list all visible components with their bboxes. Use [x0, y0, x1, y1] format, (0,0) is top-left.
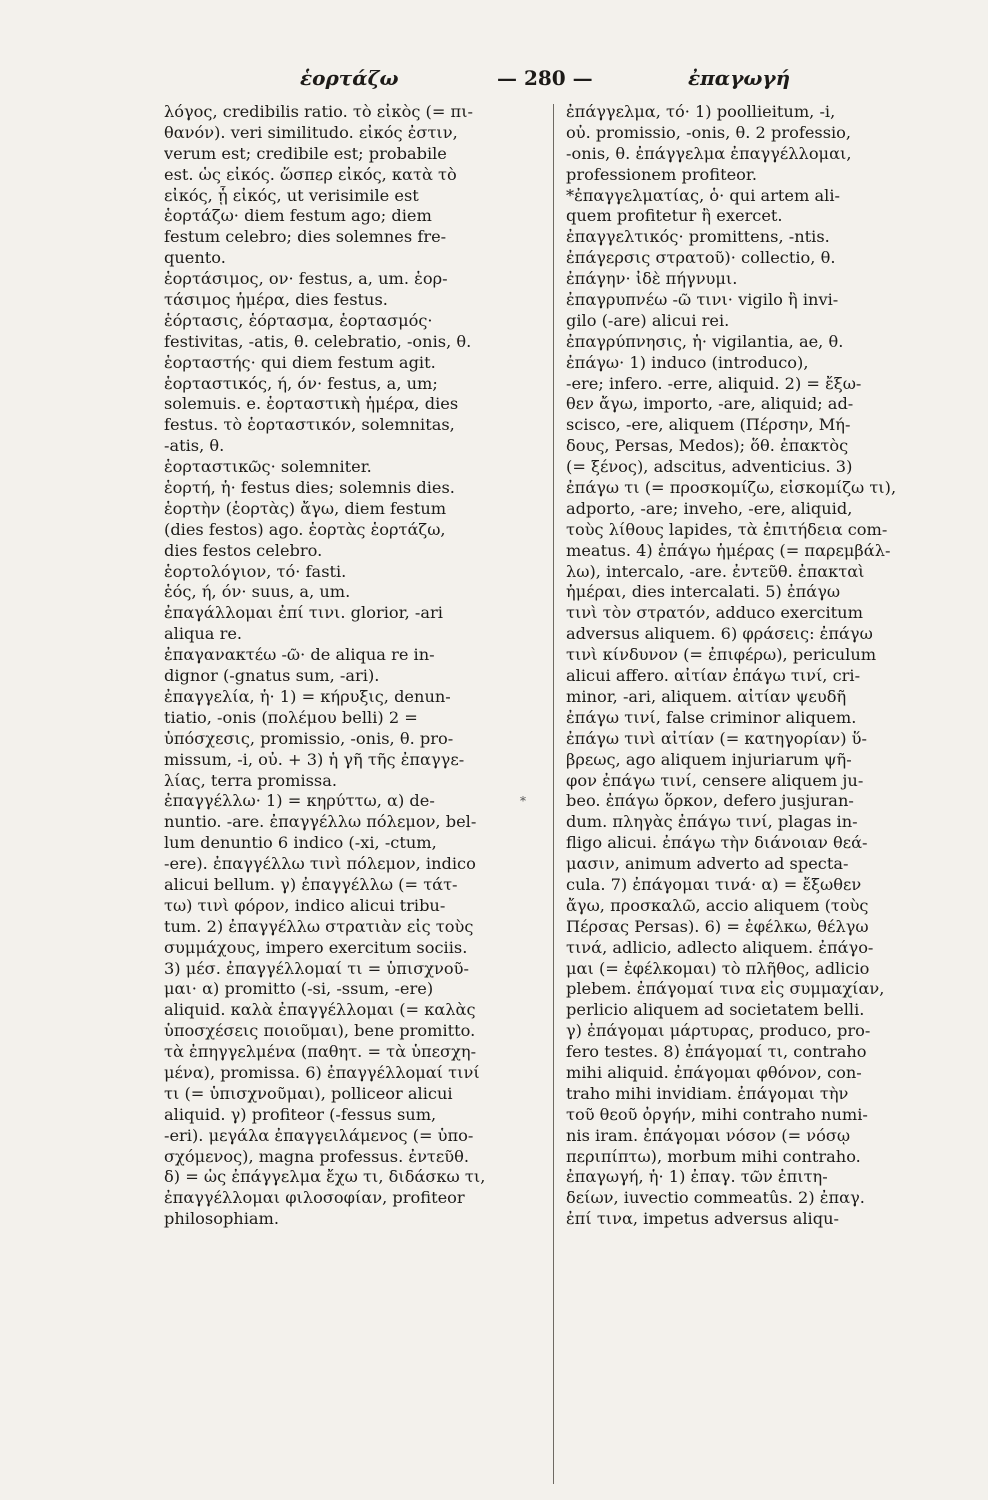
text-line: ἐπαγγέλλομαι φιλοσοφίαν, profiteor [164, 1188, 465, 1208]
text-line: ἐπαγγελτικός· promittens, -ntis. [566, 227, 830, 247]
text-line: ὑποσχέσεις ποιοῦμαι), bene promitto. [164, 1021, 476, 1041]
text-line: *ἐπαγγελματίας, ὁ· qui artem ali- [566, 185, 840, 205]
text-line: fero testes. 8) ἐπάγομαί τι, contraho [566, 1042, 867, 1062]
text-line: perlicio aliquem ad societatem belli. [566, 1000, 865, 1020]
text-line: περιπίπτω), morbum mihi contraho. [566, 1146, 861, 1166]
text-line: est. ὡς εἰκός. ὥσπερ εἰκός, κατὰ τὸ [164, 164, 457, 184]
text-line: ἐπάγγελμα, τό· 1) poollieitum, -i, [566, 102, 836, 121]
text-line: -eri). μεγάλα ἐπαγγειλάμενος (= ὑπο- [164, 1125, 474, 1145]
text-line: missum, -i, οὐ. + 3) ἡ γῆ τῆς ἐπαγγε- [164, 749, 465, 769]
text-line: σχόμενος), magna professus. ἐντεῦθ. [164, 1146, 470, 1166]
text-line: nuntio. -are. ἐπαγγέλλω πόλεμον, bel- [164, 812, 477, 832]
text-line: θανόν). veri similitudo. εἰκός ἐστιν, [164, 122, 458, 142]
text-line: τι (= ὑπισχνοῦμαι), polliceor alicui [164, 1083, 453, 1103]
text-line: ἐπί τινα, impetus adversus aliqu- [566, 1209, 839, 1229]
right-column [566, 102, 928, 1230]
text-line: οὐ. promissio, -onis, θ. 2 professio, [566, 122, 852, 142]
text-line: meatus. 4) ἐπάγω ἡμέρας (= παρεμβάλ- [566, 540, 891, 560]
text-line: solemuis. e. ἑορταστικὴ ἡμέρα, dies [164, 394, 459, 414]
text-line: quento. [164, 248, 226, 268]
text-line: ἑορτὴν (ἑορτὰς) ἄγω, diem festum [164, 498, 447, 518]
text-line: τινά, adlicio, adlecto aliquem. ἐπάγο- [566, 937, 874, 957]
text-line: professionem profiteor. [566, 164, 758, 184]
text-line: minor, -ari, aliquem. αἰτίαν ψευδῆ [566, 686, 847, 706]
text-line: ἐπάγω τινί, false criminor aliquem. [566, 707, 857, 727]
text-line: ἐπαγανακτέω -ῶ· de aliqua re in- [164, 645, 435, 665]
header-right-catchword: ἐπαγωγή [688, 66, 791, 90]
text-line: mihi aliquid. ἐπάγομαι φθόνον, con- [566, 1062, 862, 1082]
text-line: λόγος, credibilis ratio. τὸ εἰκὸς (= πι- [164, 102, 474, 121]
text-line: adporto, -are; inveho, -ere, aliquid, [566, 498, 853, 518]
text-line: dignor (-gnatus sum, -ari). [164, 666, 380, 686]
text-line: adversus aliquem. 6) φράσεις: ἐπάγω [566, 624, 873, 644]
text-line: ἑός, ή, όν· suus, a, um. [164, 582, 351, 602]
text-line: nis iram. ἐπάγομαι νόσον (= νόσῳ [566, 1125, 851, 1145]
text-line: festivitas, -atis, θ. celebratio, -onis, θ. [164, 331, 472, 351]
text-line: ἐπάγω τινὶ αἰτίαν (= κατηγορίαν) ὕ- [566, 728, 867, 748]
text-line: tiatio, -onis (πολέμου belli) 2 = [164, 707, 418, 727]
text-line: scisco, -ere, aliquem (Πέρσην, Μή- [566, 415, 851, 435]
text-line: δ) = ὡς ἐπάγγελμα ἔχω τι, διδάσκω τι, [164, 1167, 486, 1187]
text-line: λίας, terra promissa. [164, 770, 338, 790]
text-line: δους, Persas, Medos); ὅθ. ἐπακτὸς [566, 436, 849, 456]
text-line: festus. τὸ ἑορταστικόν, solemnitas, [164, 415, 455, 435]
text-line: ἑορταστής· qui diem festum agit. [164, 352, 436, 372]
text-line: τινὶ κίνδυνον (= ἐπιφέρω), periculum [566, 645, 877, 665]
text-line: tum. 2) ἐπαγγέλλω στρατιὰν εἰς τοὺς [164, 916, 474, 936]
text-line: verum est; credibile est; probabile [164, 143, 447, 163]
text-line: μένα), promissa. 6) ἐπαγγέλλομαί τινί [164, 1062, 480, 1082]
left-column [164, 102, 544, 1230]
text-line: aliqua re. [164, 624, 243, 644]
text-line: ἐπαγρυπνέω -ῶ τινι· vigilo ἢ invi- [566, 290, 839, 310]
text-line: fligo alicui. ἐπάγω τὴν διάνοιαν θεά- [566, 833, 868, 853]
column-divider [553, 104, 554, 1484]
text-line: ἐπαγωγή, ἡ· 1) ἐπαγ. τῶν ἐπιτη- [566, 1167, 828, 1187]
text-line: (dies festos) ago. ἑορτὰς ἑορτάζω, [164, 519, 446, 539]
text-line: ὑπόσχεσις, promissio, -onis, θ. pro- [164, 728, 454, 748]
text-line: alicui affero. αἰτίαν ἐπάγω τινί, cri- [566, 666, 861, 686]
text-line: -ere). ἐπαγγέλλω τινὶ πόλεμον, indico [164, 854, 476, 874]
text-line: ἐπάγερσις στρατοῦ)· collectio, θ. [566, 248, 836, 268]
text-line: ἐπάγην· ἰδὲ πήγνυμι. [566, 269, 738, 289]
text-line: ἑορταστικῶς· solemniter. [164, 457, 372, 477]
text-line: μασιν, animum adverto ad specta- [566, 854, 849, 874]
text-line: alicui bellum. γ) ἐπαγγέλλω (= τάτ- [164, 874, 458, 894]
text-line: τοῦ θεοῦ ὀργήν, mihi contraho numi- [566, 1104, 868, 1124]
text-line: ἐπαγγέλλω· 1) = κηρύττω, α) de- [164, 791, 435, 811]
text-line: βρεως, ago aliquem injuriarum ψῆ- [566, 749, 852, 769]
text-line: γ) ἐπάγομαι μάρτυρας, produco, pro- [566, 1021, 871, 1041]
text-line: τοὺς λίθους lapides, τὰ ἐπιτήδεια com- [566, 519, 888, 539]
text-line: cula. 7) ἐπάγομαι τινά· α) = ἔξωθεν [566, 874, 862, 894]
page-number: — 280 — [497, 66, 593, 90]
text-line: τὰ ἐπηγγελμένα (παθητ. = τὰ ὑπεσχη- [164, 1042, 477, 1062]
text-line: aliquid. καλὰ ἐπαγγέλλομαι (= καλὰς [164, 1000, 476, 1020]
text-line: ἐπάγω· 1) induco (introduco), [566, 352, 809, 372]
text-line: μαι· α) promitto (-si, -ssum, -ere) [164, 979, 434, 999]
text-line: τάσιμος ἡμέρα, dies festus. [164, 290, 388, 310]
text-line: 3) μέσ. ἐπαγγέλλομαί τι = ὑπισχνοῦ- [164, 958, 469, 978]
text-line: θεν ἄγω, importo, -are, aliquid; ad- [566, 394, 854, 414]
text-line: lum denuntio 6 indico (-xi, -ctum, [164, 833, 437, 853]
text-line: ἑορτάσιμος, ον· festus, a, um. ἑορ- [164, 269, 448, 289]
text-line: τινὶ τὸν στρατόν, adduco exercitum [566, 603, 863, 623]
text-line: (= ξένος), adscitus, adventicius. 3) [566, 457, 853, 477]
text-line: ἑορτή, ἡ· festus dies; solemnis dies. [164, 478, 455, 498]
text-line: ἄγω, προσκαλῶ, accio aliquem (τοὺς [566, 895, 869, 915]
text-line: festum celebro; dies solemnes fre- [164, 227, 447, 247]
text-line: ἑορτάζω· diem festum ago; diem [164, 206, 432, 226]
text-line: -atis, θ. [164, 436, 225, 456]
text-line: -ere; infero. -erre, aliquid. 2) = ἔξω- [566, 373, 862, 393]
text-line: εἰκός, ᾗ εἰκός, ut verisimile est [164, 185, 419, 205]
text-line: ἐπαγάλλομαι ἐπί τινι. glorior, -ari [164, 603, 443, 623]
text-line: beo. ἐπάγω ὅρκον, defero jusjuran- [566, 791, 854, 811]
text-line: ἑορταστικός, ή, όν· festus, a, um; [164, 373, 438, 393]
text-line: ἑόρτασις, ἑόρτασμα, ἑορτασμός· [164, 310, 433, 330]
text-line: λω), intercalo, -are. ἐντεῦθ. ἐπακταὶ [566, 561, 865, 581]
text-line: aliquid. γ) profiteor (-fessus sum, [164, 1104, 437, 1124]
text-line: Πέρσας Persas). 6) = ἐφέλκω, θέλγω [566, 916, 869, 936]
text-line: -onis, θ. ἐπάγγελμα ἐπαγγέλλομαι, [566, 143, 852, 163]
text-line: τω) τινὶ φόρον, indico alicui tribu- [164, 895, 446, 915]
text-line: ἐπαγγελία, ἡ· 1) = κήρυξις, denun- [164, 686, 451, 706]
text-line: traho mihi invidiam. ἐπάγομαι τὴν [566, 1083, 849, 1103]
text-line: dies festos celebro. [164, 540, 323, 560]
text-line: ἐπαγρύπνησις, ἡ· vigilantia, ae, θ. [566, 331, 844, 351]
text-line: gilo (-are) alicui rei. [566, 310, 730, 330]
text-line: δείων, iuvectio commeatûs. 2) ἐπαγ. [566, 1188, 865, 1208]
text-line: philosophiam. [164, 1209, 280, 1229]
page-header [0, 66, 988, 106]
text-line: quem profitetur ἢ exercet. [566, 206, 783, 226]
text-line: ἐπάγω τι (= προσκομίζω, εἰσκομίζω τι), [566, 478, 897, 498]
text-line: φον ἐπάγω τινί, censere aliquem ju- [566, 770, 864, 790]
text-line: συμμάχους, impero exercitum sociis. [164, 937, 468, 957]
text-line: ἡμέραι, dies intercalati. 5) ἐπάγω [566, 582, 841, 602]
header-left-catchword: ἑορτάζω [300, 66, 399, 90]
text-line: plebem. ἐπάγομαί τινα εἰς συμμαχίαν, [566, 979, 885, 999]
text-line: μαι (= ἐφέλκομαι) τὸ πλῆθος, adlicio [566, 958, 870, 978]
margin-mark: * [520, 794, 526, 808]
text-line: ἑορτολόγιον, τό· fasti. [164, 561, 347, 581]
text-line: dum. πληγὰς ἐπάγω τινί, plagas in- [566, 812, 858, 832]
